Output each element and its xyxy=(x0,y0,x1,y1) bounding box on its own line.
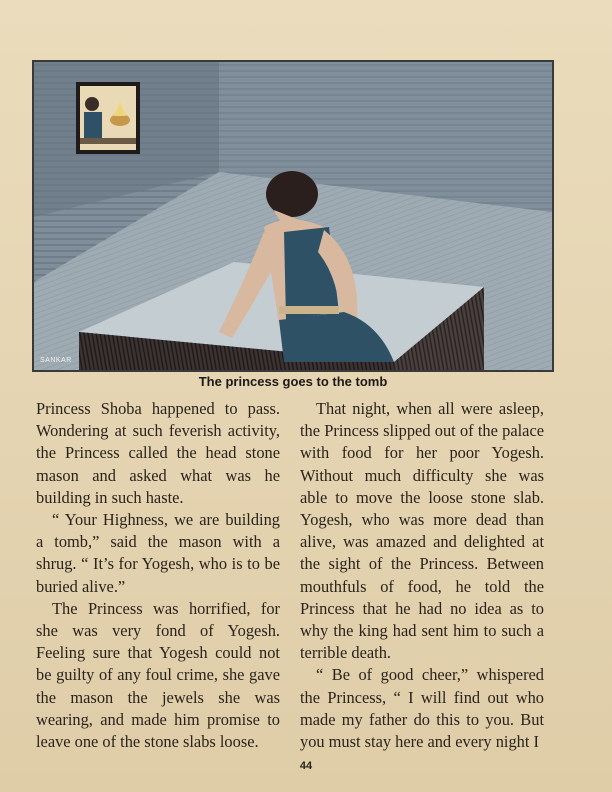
page-number: 44 xyxy=(299,760,313,772)
paragraph: Princess Shoba happened to pass. Wondering at such feverish activity, the Princess called the head stone mason and asked what was he building in such haste. xyxy=(36,399,280,507)
paragraph: “ Your Highness, we are building a tomb,” said the mason with a shrug. “ It’s for Yogesh, who is to be buried alive.” xyxy=(36,510,280,596)
artist-signature: SANKAR xyxy=(40,357,72,364)
paragraph: The Princess was horrified, for she was very fond of Yogesh. Feeling sure that Yogesh could not be guilty of any foul crime, she gave the mason the jewels she was wearing, and made him promise to leave one of the stone slabs loose. xyxy=(36,598,280,752)
right-text-column xyxy=(300,398,544,753)
paragraph: That night, when all were asleep, the Princess slipped out of the palace with food for her poor Yogesh. Without much difficulty she was able to move the loose stone slab. Yogesh, who was more dead than alive, was amazed and delighted at the sight of the Princess. Between mouthfuls of food, he told the Princess that he had no idea as to why the king had sent him to such a terrible death. xyxy=(300,399,544,663)
tomb-illustration xyxy=(32,60,554,372)
window-with-princess xyxy=(76,82,140,154)
left-text-column xyxy=(36,398,280,753)
paragraph: “ Be of good cheer,” whispered the Princess, “ I will find out who made my father do this to you. But you must stay here and every night I xyxy=(300,665,544,752)
illustration-caption: The princess goes to the tomb xyxy=(198,374,388,389)
